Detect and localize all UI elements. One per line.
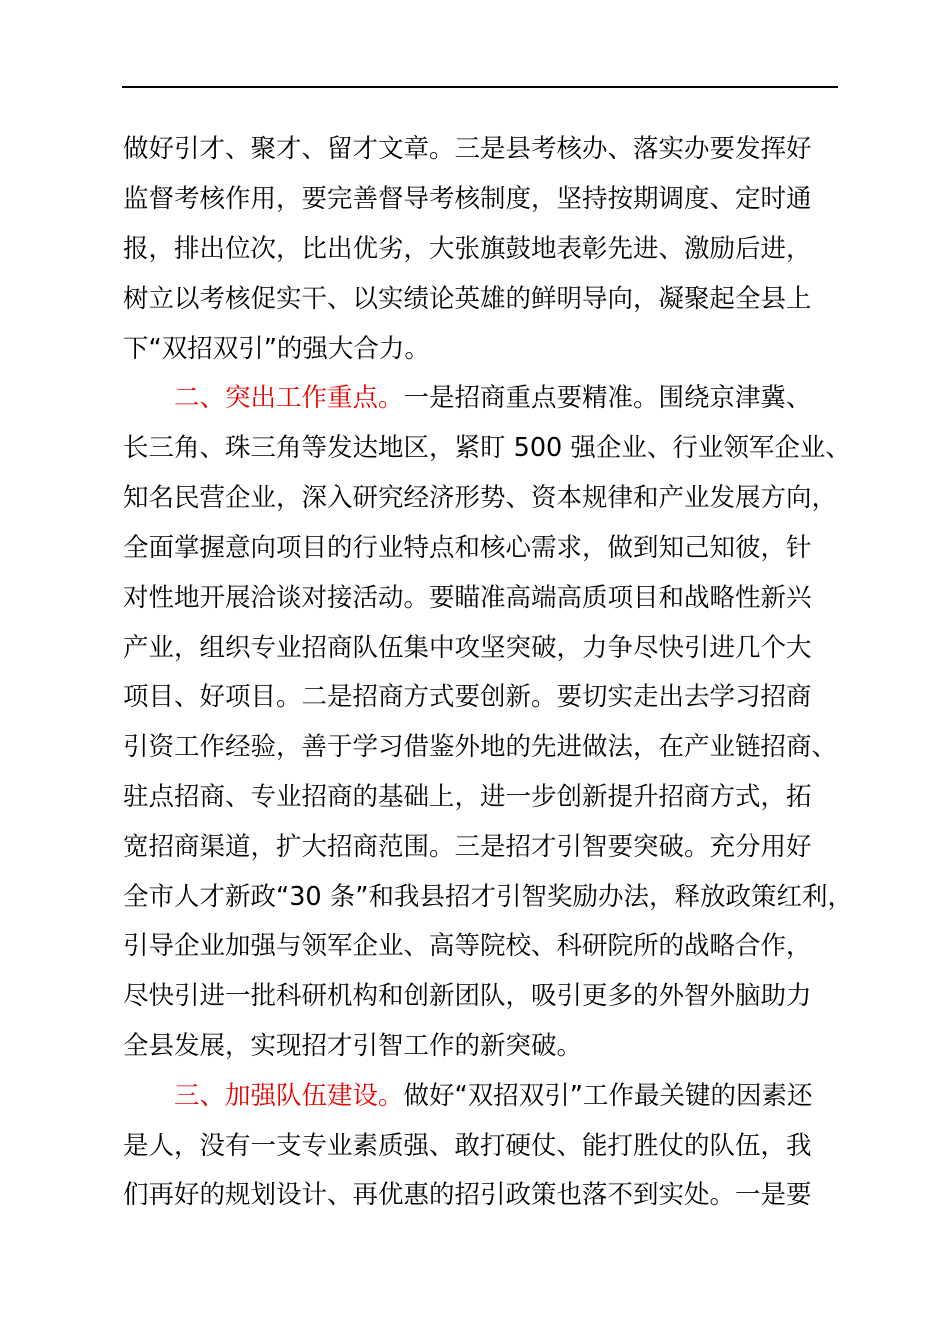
section-two-line [174, 383, 812, 413]
text-line: 驻点招商、专业招商的基础上，进一步创新提升招商方式，拓 [123, 782, 812, 812]
section-heading: 三、加强队伍建设。 [174, 1081, 404, 1111]
text-line: 引资工作经验，善于学习借鉴外地的先进做法，在产业链招商、 [123, 732, 838, 762]
text-line: 报，排出位次，比出优劣，大张旗鼓地表彰先进、激励后进， [123, 234, 812, 264]
text-line: 长三角、珠三角等发达地区，紧盯 500 强企业、行业领军企业、 [123, 433, 851, 463]
text-line: 对性地开展洽谈对接活动。要瞄准高端高质项目和战略性新兴 [123, 583, 812, 613]
text-line: 宽招商渠道，扩大招商范围。三是招才引智要突破。充分用好 [123, 832, 812, 862]
text-line: 全县发展，实现招才引智工作的新突破。 [123, 1031, 583, 1061]
text-line: 下“双招双引”的强大合力。 [123, 334, 430, 364]
header-rule [122, 86, 838, 88]
section-heading: 二、突出工作重点。 [174, 383, 404, 413]
text-line: 是人，没有一支专业素质强、敢打硬仗、能打胜仗的队伍，我 [123, 1131, 812, 1161]
text-line: 知名民营企业，深入研究经济形势、资本规律和产业发展方向， [123, 483, 838, 513]
text-line: 全市人才新政“30 条”和我县招才引智奖励办法，释放政策红利， [123, 882, 853, 912]
text-line: 树立以考核促实干、以实绩论英雄的鲜明导向，凝聚起全县上 [123, 284, 812, 314]
text-run: 做好“双招双引”工作最关键的因素还 [403, 1081, 813, 1111]
text-line: 全面掌握意向项目的行业特点和核心需求，做到知己知彼，针 [123, 533, 812, 563]
text-line: 产业，组织专业招商队伍集中攻坚突破，力争尽快引进几个大 [123, 633, 812, 663]
section-three-line [174, 1081, 812, 1111]
text-line: 们再好的规划设计、再优惠的招引政策也落不到实处。一是要 [123, 1180, 812, 1210]
text-line: 引导企业加强与领军企业、高等院校、科研院所的战略合作， [123, 931, 812, 961]
text-line: 项目、好项目。二是招商方式要创新。要切实走出去学习招商 [123, 682, 812, 712]
text-line: 做好引才、聚才、留才文章。三是县考核办、落实办要发挥好 [123, 134, 812, 164]
text-line: 尽快引进一批科研机构和创新团队，吸引更多的外智外脑助力 [123, 981, 812, 1011]
text-run: 一是招商重点要精准。围绕京津冀、 [403, 383, 812, 413]
text-line: 监督考核作用，要完善督导考核制度，坚持按期调度、定时通 [123, 184, 812, 214]
